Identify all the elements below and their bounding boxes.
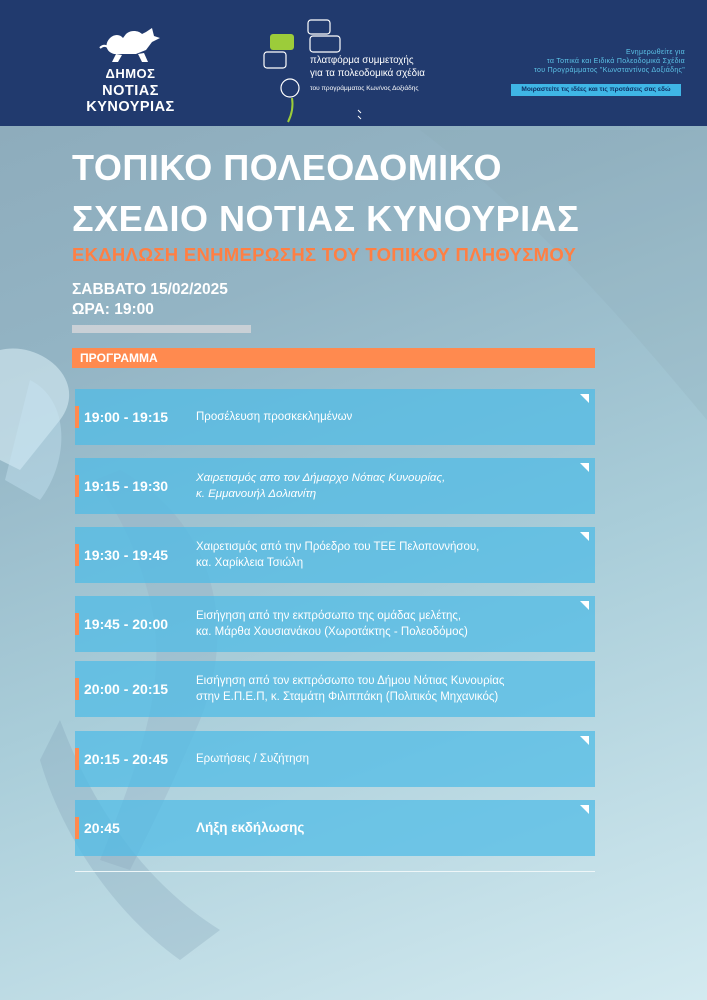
- row-accent: [75, 475, 79, 497]
- row-description-2: κα. Μάρθα Χουσιανάκου (Χωροτάκτης - Πολεοδόμος): [196, 626, 468, 638]
- program-row: [75, 596, 595, 652]
- row-accent: [75, 748, 79, 770]
- info-text: [455, 48, 685, 75]
- row-accent: [75, 406, 79, 428]
- row-description: Λήξη εκδήλωσης: [196, 820, 305, 835]
- platform-line-1: πλατφόρμα συμμετοχής: [310, 55, 414, 66]
- row-description: Χαιρετισμός από την Πρόεδρο του ΤΕΕ Πελοποννήσου,: [196, 541, 480, 553]
- row-accent: [75, 678, 79, 700]
- platform-branding: [258, 18, 458, 118]
- program-row: [75, 527, 595, 583]
- row-description: Εισήγηση από την εκπρόσωπο της ομάδας μελέτης,: [196, 610, 462, 622]
- program-row: [75, 661, 595, 717]
- event-time: ΩΡΑ: 19:00: [72, 301, 154, 318]
- logo-line-1: ΔΗΜΟΣ: [105, 66, 156, 81]
- platform-line-2: για τα πολεοδομικά σχέδια: [310, 68, 425, 79]
- bottom-divider: [75, 871, 595, 872]
- row-time: 20:45: [84, 820, 120, 836]
- event-date: ΣΑΒΒΑΤΟ 15/02/2025: [72, 281, 228, 298]
- row-accent: [75, 544, 79, 566]
- program-row: [75, 458, 595, 514]
- platform-line-3: του προγράμματος Κων/νος Δοξιάδης: [310, 85, 419, 92]
- row-description-2: κ. Εμμανουήλ Δολιανίτη: [196, 488, 317, 500]
- logo-line-2: ΝΟΤΙΑΣ ΚΥΝΟΥΡΙΑΣ: [86, 83, 175, 115]
- program-row: [75, 800, 595, 856]
- title-line-2: ΣΧΕΔΙΟ ΝΟΤΙΑΣ ΚΥΝΟΥΡΙΑΣ: [72, 198, 580, 239]
- row-description: Εισήγηση από τον εκπρόσωπο του Δήμου Νότιας Κυνουρίας: [196, 675, 505, 687]
- row-description: Ερωτήσεις / Συζήτηση: [196, 753, 309, 765]
- row-time: 19:30 - 19:45: [84, 547, 169, 563]
- municipality-logo: [58, 24, 203, 115]
- header-banner: [0, 0, 707, 126]
- row-time: 20:15 - 20:45: [84, 751, 169, 767]
- row-accent: [75, 817, 79, 839]
- row-description-2: κα. Χαρίκλεια Τσιώλη: [196, 557, 304, 569]
- program-row: [75, 389, 595, 445]
- row-time: 19:00 - 19:15: [84, 409, 169, 425]
- row-time: 19:15 - 19:30: [84, 478, 169, 494]
- lion-emblem-icon: [96, 24, 166, 64]
- divider-bar: [72, 325, 251, 333]
- row-accent: [75, 613, 79, 635]
- info-line-1: Ενημερωθείτε για: [626, 49, 685, 56]
- share-ideas-button[interactable]: Μοιραστείτε τις ιδέες και τις προτάσεις σας εδώ: [511, 84, 681, 96]
- row-description: Χαιρετισμός απο τον Δήμαρχο Νότιας Κυνουρίας,: [196, 472, 446, 484]
- title-line-1: ΤΟΠΙΚΟ ΠΟΛΕΟΔΟΜΙΚΟ: [72, 147, 503, 188]
- row-description: Προσέλευση προσκεκλημένων: [196, 411, 353, 423]
- program-heading: ΠΡΟΓΡΑΜΜΑ: [72, 348, 595, 368]
- event-subtitle: ΕΚΔΗΛΩΣΗ ΕΝΗΜΕΡΩΣΗΣ ΤΟΥ ΤΟΠΙΚΟΥ ΠΛΗΘΥΣΜΟΥ: [72, 244, 577, 265]
- row-description-2: στην Ε.Π.Ε.Π, κ. Σταμάτη Φιλιππάκη (Πολιτικός Μηχανικός): [196, 691, 499, 703]
- row-time: 20:00 - 20:15: [84, 681, 169, 697]
- info-line-3: του Προγράμματος "Κωνσταντίνος Δοξιάδης": [534, 67, 685, 74]
- program-row: [75, 731, 595, 787]
- info-line-2: τα Τοπικά και Ειδικά Πολεοδομικά Σχέδια: [546, 58, 685, 65]
- row-time: 19:45 - 20:00: [84, 616, 169, 632]
